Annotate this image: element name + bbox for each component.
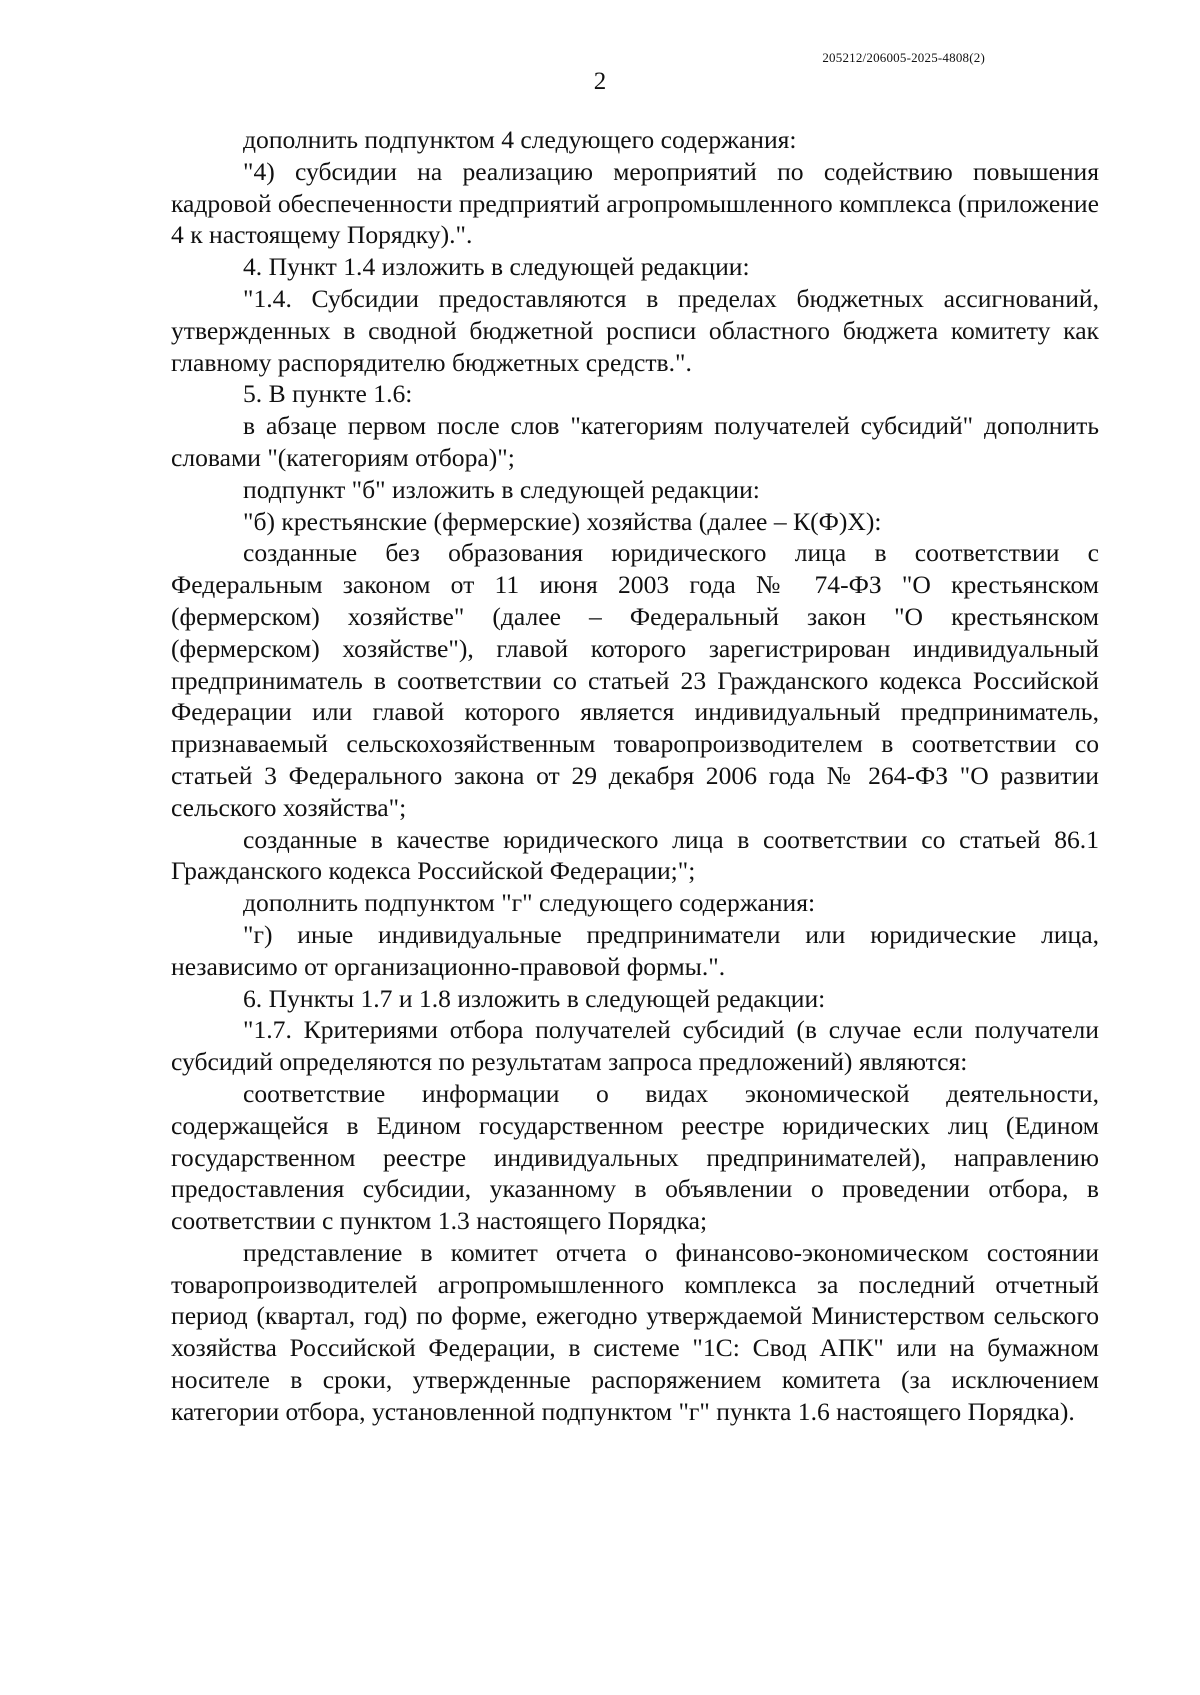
paragraph-4: "1.4. Субсидии предоставляются в пределах бюджетных ассигнований, утвержденных в сводной бюджетной росписи областного бюджета комитету как главному распорядителю бюджетных средств.". (171, 283, 1099, 377)
paragraph-7: подпункт "б" изложить в следующей редакции: (243, 474, 760, 504)
paragraph-14: "1.7. Критериями отбора получателей субсидий (в случае если получатели субсидий определяются по результатам запроса предложений) являются: (171, 1015, 1099, 1077)
paragraph-6: в абзаце первом после слов "категориям получателей субсидий" дополнить словами "(категориям отбора)"; (171, 411, 1099, 472)
paragraph-15: соответствие информации о видах экономической деятельности, содержащейся в Едином государственном реестре юридических лиц (Едином государственном реестре индивидуальных предпринимателей), направлению предоставления субсидии, указанному в объявлении о проведении отбора, в соответствии с пунктом 1.3 настоящего Порядка; (171, 1078, 1099, 1236)
paragraph-9: созданные без образования юридического лица в соответствии с Федеральным законом от 11 июня 2003 года № 74-ФЗ "О крестьянском (фермерском) хозяйстве" (далее – Федеральный закон "О крестьянском (фермерском) хозяйстве"), главой которого зарегистрирован индивидуальный предприниматель в соответствии со статьей 23 Гражданского кодекса Российской Федерации или главой которого является индивидуальный предприниматель, признаваемый сельскохозяйственным товаропроизводителем в соответствии со статьей 3 Федерального закона от 29 декабря 2006 года № 264-ФЗ "О развитии сельского хозяйства"; (171, 538, 1099, 822)
paragraph-16: представление в комитет отчета о финансово-экономическом состоянии товаропроизводителей агропромышленного комплекса за последний отчетный период (квартал, год) по форме, ежегодно утверждаемой Министерством сельского хозяйства Российской Федерации, в системе "1С: Свод АПК" или на бумажном носителе в сроки, утвержденные распоряжением комитета (за исключением категории отбора, установленной подпунктом "г" пункта 1.6 настоящего Порядка). (171, 1237, 1099, 1426)
paragraph-5: 5. В пункте 1.6: (243, 379, 413, 409)
document-body (171, 124, 1099, 1428)
paragraph-1: дополнить подпунктом 4 следующего содержания: (243, 125, 797, 154)
paragraph-2: "4) субсидии на реализацию мероприятий по содействию повышения кадровой обеспеченности предприятий агропромышленного комплекса (приложение 4 к настоящему Порядку).". (171, 156, 1099, 250)
paragraph-10: созданные в качестве юридического лица в соответствии со статьей 86.1 Гражданского кодекса Российской Федерации;"; (171, 824, 1099, 886)
paragraph-3: 4. Пункт 1.4 изложить в следующей редакции: (243, 252, 750, 282)
paragraph-12: "г) иные индивидуальные предприниматели или юридические лица, независимо от организационно-правовой формы.". (171, 919, 1099, 981)
page-number: 2 (593, 68, 607, 95)
paragraph-11: дополнить подпунктом "г" следующего содержания: (243, 888, 816, 918)
document-code: 205212/206005-2025-4808(2) (822, 50, 985, 65)
paragraph-8: "б) крестьянские (фермерские) хозяйства (далее – К(Ф)Х): (243, 506, 882, 536)
paragraph-13: 6. Пункты 1.7 и 1.8 изложить в следующей редакции: (243, 983, 826, 1013)
